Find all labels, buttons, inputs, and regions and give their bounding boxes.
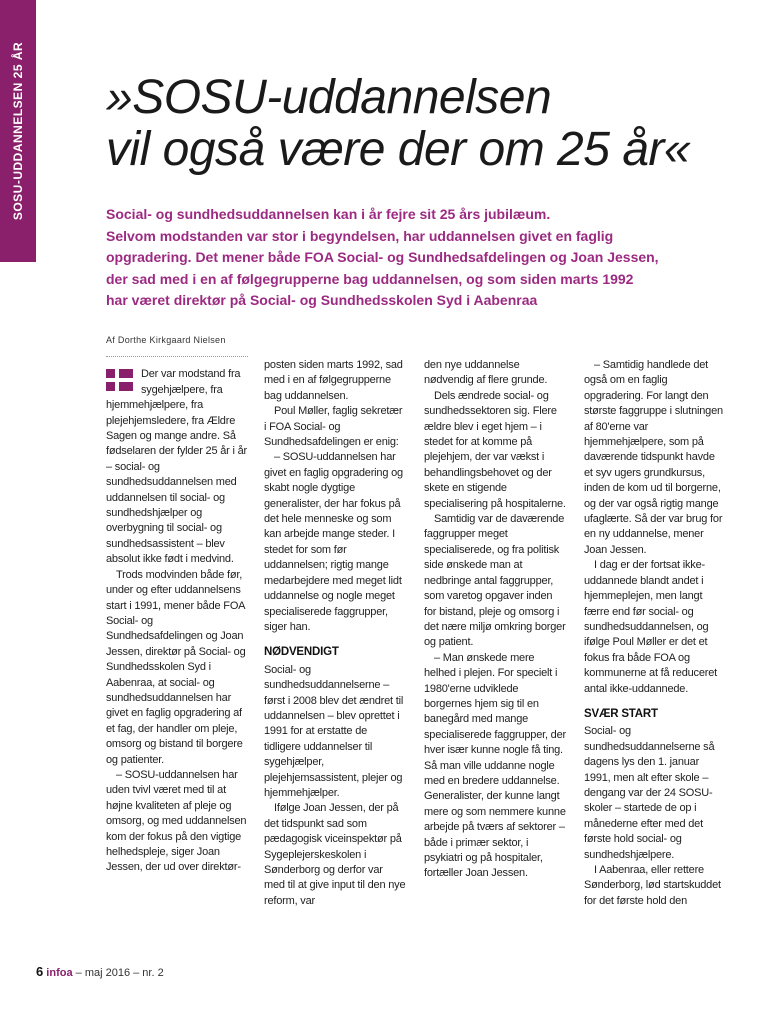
section-tab <box>0 0 36 262</box>
lead-paragraph <box>106 204 746 312</box>
headline-line-1: »SOSU-uddannelsen <box>106 71 552 124</box>
body-paragraph: Ifølge Joan Jessen, der på det tidspunkt sad som pædagogisk viceinspektør på Sygeplejerskeskolen i Sønderborg og derfor var med til at give input til den nye reform, var <box>264 802 406 907</box>
lead-line: opgradering. Det mener både FOA Social- og Sundhedsafdelingen og Joan Jessen, <box>106 249 659 265</box>
body-paragraph: – SOSU-uddannelsen har givet en faglig opgradering og skabt nogle dygtige generalister, der har fokus på det hele menneske og som kan arbejde mange steder. I stedet for som før uddannelsen; rigtig mange medarbejdere med meget lidt uddannelse og nogle meget specialiserede faggrupper, siger han. <box>264 451 403 633</box>
headline-line-2: vil også være der om 25 år« <box>106 123 691 176</box>
article-column-1 <box>106 333 248 876</box>
issue-info: – maj 2016 – nr. 2 <box>75 967 164 979</box>
article-column-4 <box>584 358 726 909</box>
lead-line: Social- og sundhedsuddannelsen kan i år fejre sit 25 års jubilæum. <box>106 206 551 222</box>
headline <box>106 72 746 176</box>
body-paragraph: – Samtidig handlede det også om en faglig opgradering. For langt den største faggruppe i slutningen af 80'erne var hjemmehjælpere, som på daværende tidspunkt havde et syv ugers grundkursus, inden de kom ud til borgerne, og der var også rigtig mange ufaglærte. Så der var brug for en ny uddannelse, mener Joan Jessen. <box>584 359 723 556</box>
body-paragraph: den nye uddannelse nødvendig af flere grunde. <box>424 359 548 387</box>
magazine-brand: infoa <box>46 967 73 979</box>
article-column-3 <box>424 358 566 882</box>
article-column-2 <box>264 358 406 909</box>
body-paragraph: Social- og sundhedsuddannelserne – først i 2008 blev det ændret til uddannelsen – blev oprettet i 1991 for at erstatte de tidligere uddannelser til sygehjælper, plejehjemsassistent, plejer og hjemmehjælper. <box>264 663 404 799</box>
intro-text: Der var modstand fra sygehjælpere, fra hjemmehjælpere, fra plejehjemsledere, fra Ældre Sagen og mange andre. Så fødselaren der fylder 25 år i år – social- og sundhedsuddannelsen med uddannelsen til social- og sundhedshjælper og overbygning til social- og sundhedsassistent – blev absolut ikke født i medvind. <box>106 368 247 566</box>
body-paragraph: Samtidig var de daværende faggrupper meget specialiserede, og fra politisk side ønskede man at nedbringe antal faggrupper, som varetog opgaver inden for bistand, pleje og omsorg i det nære miljø omkring borger og patient. <box>424 513 566 649</box>
body-paragraph: Trods modvinden både før, under og efter uddannelsens start i 1991, mener både FOA Social- og Sundhedsafdelingen og Joan Jessen, direktør på Social- og Sundhedsskolen Syd i Aabenraa, at social- og sundhedsuddannelsen har givet en faglig opgradering af et fag, der handler om pleje, omsorg og bistand til borgere og patienter. <box>106 568 246 766</box>
body-paragraph: Social- og sundhedsuddannelserne så dagens lys den 1. januar 1991, men alt efter skole – dengang var der 24 SOSU-skoler – startede de op i månederne efter med det første hold social- og sundhedshjælpere. <box>584 725 715 861</box>
page-number: 6 <box>36 964 44 979</box>
lead-line: Selvom modstanden var stor i begyndelsen, har uddannelsen givet en faglig <box>106 227 614 244</box>
body-paragraph: Dels ændrede social- og sundhedssektoren sig. Flere ældre blev i eget hjem – i stedet for at komme på plejehjem, der var vækst i behandlingsbehovet og der skete en stigende specialisering på hospitalerne. <box>424 389 566 510</box>
section-tab-label: SOSU-UDDANNELSEN 25 ÅR <box>11 41 26 221</box>
body-paragraph: Poul Møller, faglig sekretær i FOA Social- og Sundhedsafdelingen er enig: <box>264 405 403 449</box>
page-footer <box>36 964 164 979</box>
body-paragraph: – Man ønskede mere helhed i plejen. For specielt i 1980'erne udviklede borgernes hjem sig til en banegård med mange specialiserede faggrupper, der hver især kunne nogle få ting. Så man ville uddanne nogle med en bredere uddannelse. Generalister, der kunne langt mere og som nemmere kunne arbejde på tværs af sektorer – både i primær sektor, i psykiatri og på hospitaler, fortæller Joan Jessen. <box>424 651 566 880</box>
lead-line: der sad med i en af følgegrupperne bag uddannelsen, og som siden marts 1992 <box>106 270 634 287</box>
danish-flag-icon <box>106 369 133 391</box>
subheading: NØDVENDIGT <box>264 646 339 659</box>
body-paragraph: I dag er der fortsat ikke-uddannede blandt andet i hjemmeplejen, men langt færre end før social- og sundhedsuddannelsen, og ifølge Poul Møller er det et fokus fra både FOA og kommunerne at få reduceret antal ikke-uddannede. <box>584 559 717 695</box>
body-paragraph: posten siden marts 1992, sad med i en af følgegrupperne bag uddannelsen. <box>264 359 403 402</box>
body-paragraph: I Aabenraa, eller rettere Sønderborg, lød startskuddet for det første hold den <box>584 864 721 907</box>
subheading: SVÆR START <box>584 707 658 720</box>
lead-line: har været direktør på Social- og Sundhedsskolen Syd i Aabenraa <box>106 292 538 308</box>
intro-paragraph <box>106 367 248 567</box>
byline-divider <box>106 354 248 357</box>
body-paragraph: – SOSU-uddannelsen har uden tvivl været med til at højne kvaliteten af pleje og omsorg, og med uddannelsen kom der fokus på den vigtige helhedspleje, siger Joan Jessen, der ud over direktør- <box>106 768 247 874</box>
byline: Af Dorthe Kirkgaard Nielsen <box>106 335 226 345</box>
